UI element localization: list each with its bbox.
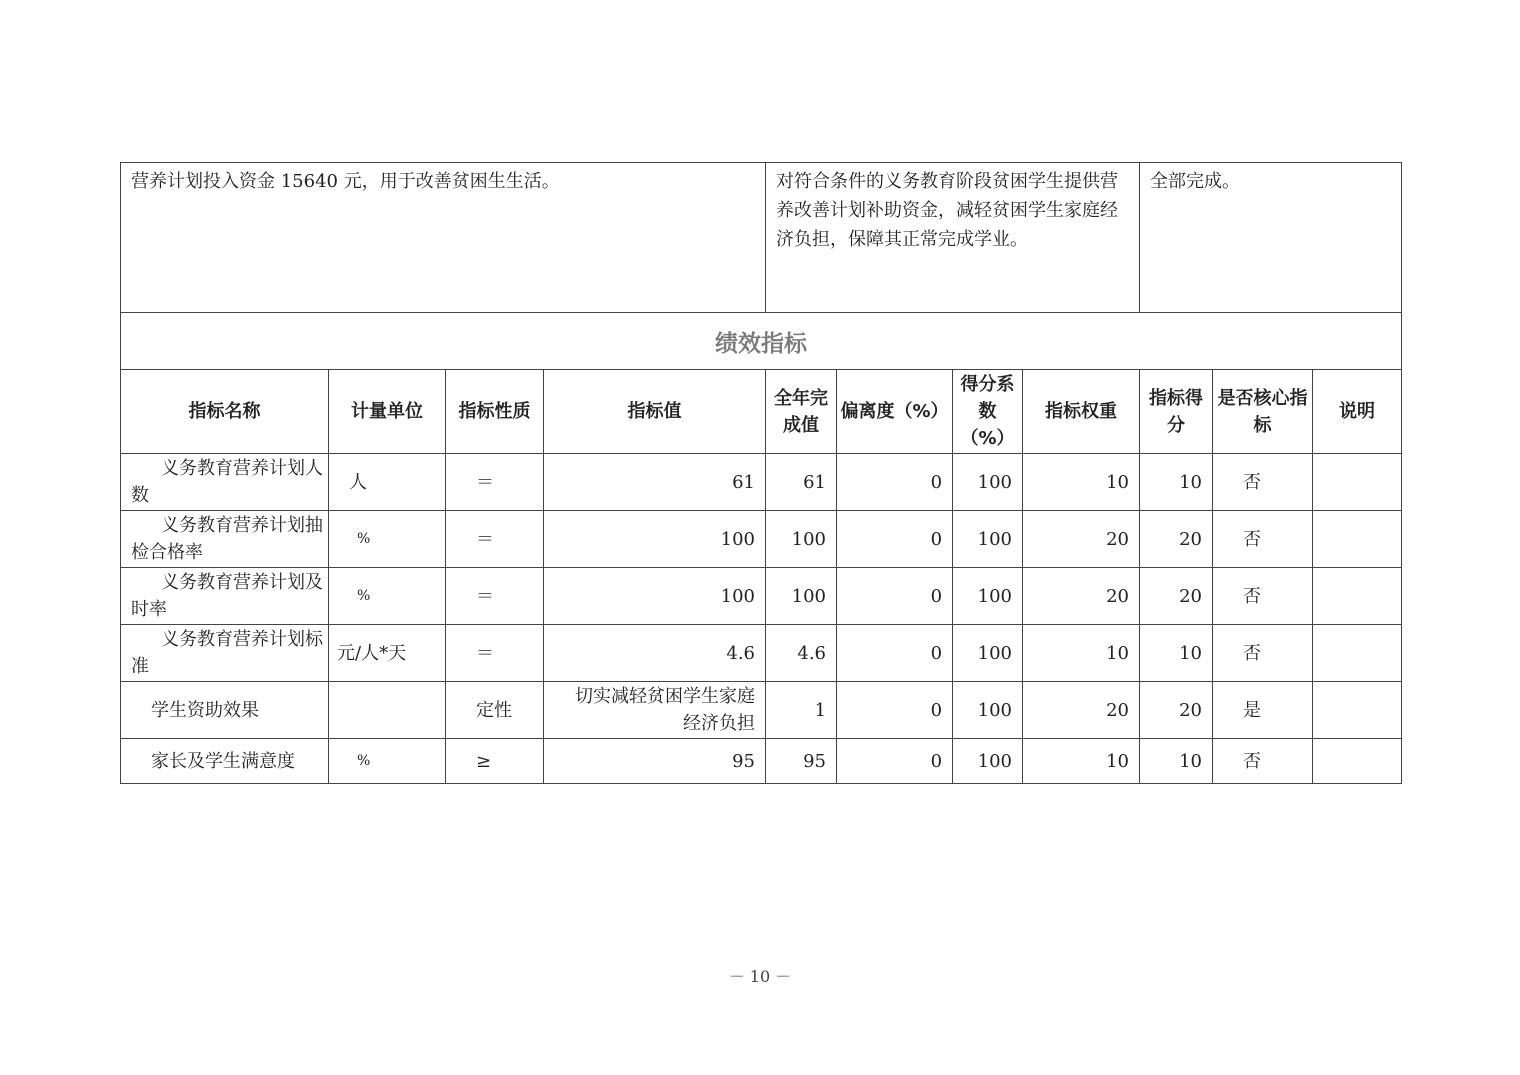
core-cell: 否 (1213, 511, 1313, 568)
note-cell (1313, 568, 1402, 625)
unit-cell: % (329, 568, 446, 625)
section-title-row (121, 313, 1402, 370)
table-row (121, 511, 1402, 568)
indicator-name (121, 454, 329, 511)
completion-text: 全部完成。 (1140, 163, 1402, 313)
indicator-name: 家长及学生满意度 (121, 739, 329, 784)
note-cell (1313, 682, 1402, 739)
performance-table (120, 162, 1402, 784)
table-row (121, 625, 1402, 682)
weight-cell: 10 (1023, 625, 1140, 682)
unit-cell: % (329, 511, 446, 568)
indicator-name-text: 义务教育营养计划人数 (131, 458, 323, 506)
weight-cell: 10 (1023, 454, 1140, 511)
header-score: 指标得分 (1140, 370, 1213, 454)
header-core: 是否核心指标 (1213, 370, 1313, 454)
goal-text: 对符合条件的义务教育阶段贫困学生提供营养改善计划补助资金，减轻贫困学生家庭经济负担，保障其正常完成学业。 (766, 163, 1140, 313)
note-cell (1313, 625, 1402, 682)
indicator-name-text: 义务教育营养计划及时率 (131, 572, 323, 620)
score-cell: 10 (1140, 454, 1213, 511)
value-cell: 切实减轻贫困学生家庭经济负担 (544, 682, 766, 739)
unit-cell (329, 682, 446, 739)
annual-cell: 4.6 (766, 625, 837, 682)
value-cell: 95 (544, 739, 766, 784)
score-cell: 10 (1140, 739, 1213, 784)
annual-cell: 100 (766, 511, 837, 568)
summary-row (121, 163, 1402, 313)
indicator-name (121, 511, 329, 568)
page-number: － 10 － (728, 967, 792, 986)
coefficient-cell: 100 (953, 454, 1023, 511)
indicator-name-text: 义务教育营养计划标准 (131, 629, 323, 677)
investment-text: 营养计划投入资金 15640 元，用于改善贫困生生活。 (121, 163, 766, 313)
coefficient-cell: 100 (953, 739, 1023, 784)
core-cell: 是 (1213, 682, 1313, 739)
score-cell: 20 (1140, 682, 1213, 739)
value-cell: 100 (544, 568, 766, 625)
header-note: 说明 (1313, 370, 1402, 454)
table-row (121, 568, 1402, 625)
unit-cell: % (329, 739, 446, 784)
weight-cell: 20 (1023, 511, 1140, 568)
annual-cell: 100 (766, 568, 837, 625)
unit-cell: 元/人*天 (329, 625, 446, 682)
deviation-cell: 0 (837, 454, 953, 511)
score-cell: 20 (1140, 511, 1213, 568)
nature-cell: ＝ (446, 511, 544, 568)
nature-cell: ＝ (446, 568, 544, 625)
note-cell (1313, 511, 1402, 568)
nature-cell: ＝ (446, 454, 544, 511)
unit-cell: 人 (329, 454, 446, 511)
value-cell: 4.6 (544, 625, 766, 682)
header-weight: 指标权重 (1023, 370, 1140, 454)
table-header-row (121, 370, 1402, 454)
indicator-name: 学生资助效果 (121, 682, 329, 739)
deviation-cell: 0 (837, 625, 953, 682)
indicator-name (121, 625, 329, 682)
value-cell: 61 (544, 454, 766, 511)
value-cell: 100 (544, 511, 766, 568)
core-cell: 否 (1213, 739, 1313, 784)
note-cell (1313, 454, 1402, 511)
deviation-cell: 0 (837, 682, 953, 739)
table-row (121, 739, 1402, 784)
annual-cell: 1 (766, 682, 837, 739)
deviation-cell: 0 (837, 739, 953, 784)
nature-cell: ＝ (446, 625, 544, 682)
header-coefficient: 得分系数（%） (953, 370, 1023, 454)
nature-cell: 定性 (446, 682, 544, 739)
coefficient-cell: 100 (953, 568, 1023, 625)
coefficient-cell: 100 (953, 682, 1023, 739)
score-cell: 20 (1140, 568, 1213, 625)
coefficient-cell: 100 (953, 511, 1023, 568)
coefficient-cell: 100 (953, 625, 1023, 682)
core-cell: 否 (1213, 568, 1313, 625)
indicator-name-text: 义务教育营养计划抽检合格率 (131, 515, 323, 563)
annual-cell: 95 (766, 739, 837, 784)
core-cell: 否 (1213, 454, 1313, 511)
deviation-cell: 0 (837, 511, 953, 568)
nature-cell: ≥ (446, 739, 544, 784)
header-value: 指标值 (544, 370, 766, 454)
table-row (121, 682, 1402, 739)
header-annual: 全年完成值 (766, 370, 837, 454)
deviation-cell: 0 (837, 568, 953, 625)
header-name: 指标名称 (121, 370, 329, 454)
annual-cell: 61 (766, 454, 837, 511)
core-cell: 否 (1213, 625, 1313, 682)
score-cell: 10 (1140, 625, 1213, 682)
header-nature: 指标性质 (446, 370, 544, 454)
note-cell (1313, 739, 1402, 784)
weight-cell: 10 (1023, 739, 1140, 784)
weight-cell: 20 (1023, 682, 1140, 739)
table-row (121, 454, 1402, 511)
header-unit: 计量单位 (329, 370, 446, 454)
header-deviation: 偏离度（%） (837, 370, 953, 454)
indicator-name (121, 568, 329, 625)
weight-cell: 20 (1023, 568, 1140, 625)
section-title: 绩效指标 (121, 313, 1402, 370)
